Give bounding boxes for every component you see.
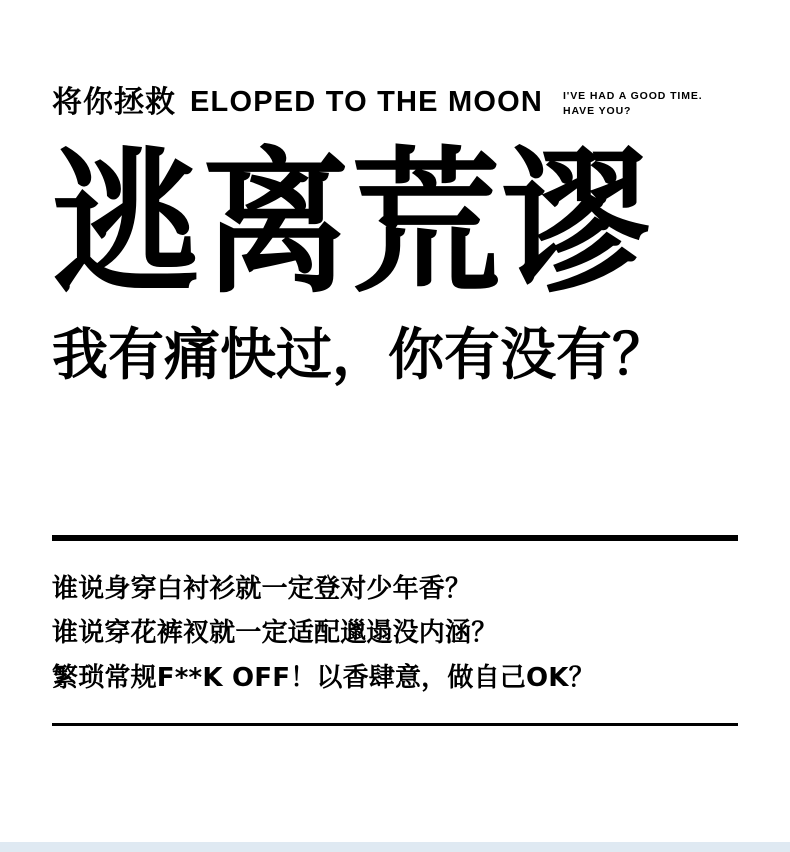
- divider-thin: [52, 723, 738, 726]
- sub-headline: 我有痛快过，你有没有？: [52, 322, 668, 388]
- body-line: 繁琐常规F**K OFF！以香肆意，做自己OK？: [52, 662, 595, 693]
- header-note-line-2: HAVE YOU?: [562, 105, 632, 118]
- body-line: 谁说身穿白衬衫就一定登对少年香？: [52, 573, 472, 604]
- header-english-title: ELOPED TO THE MOON: [190, 86, 543, 118]
- hero-headline: 逃离荒谬: [52, 132, 652, 315]
- bottom-color-strip: [0, 842, 790, 852]
- body-line: 谁说穿花裤衩就一定适配邋遢没内涵？: [52, 618, 498, 649]
- header-chinese-title: 将你拯救: [52, 85, 176, 120]
- header-row: [52, 0, 738, 134]
- header-note: [563, 89, 703, 119]
- body-copy: [52, 541, 738, 701]
- header-note-line-1: I'VE HAD A GOOD TIME.: [562, 90, 703, 102]
